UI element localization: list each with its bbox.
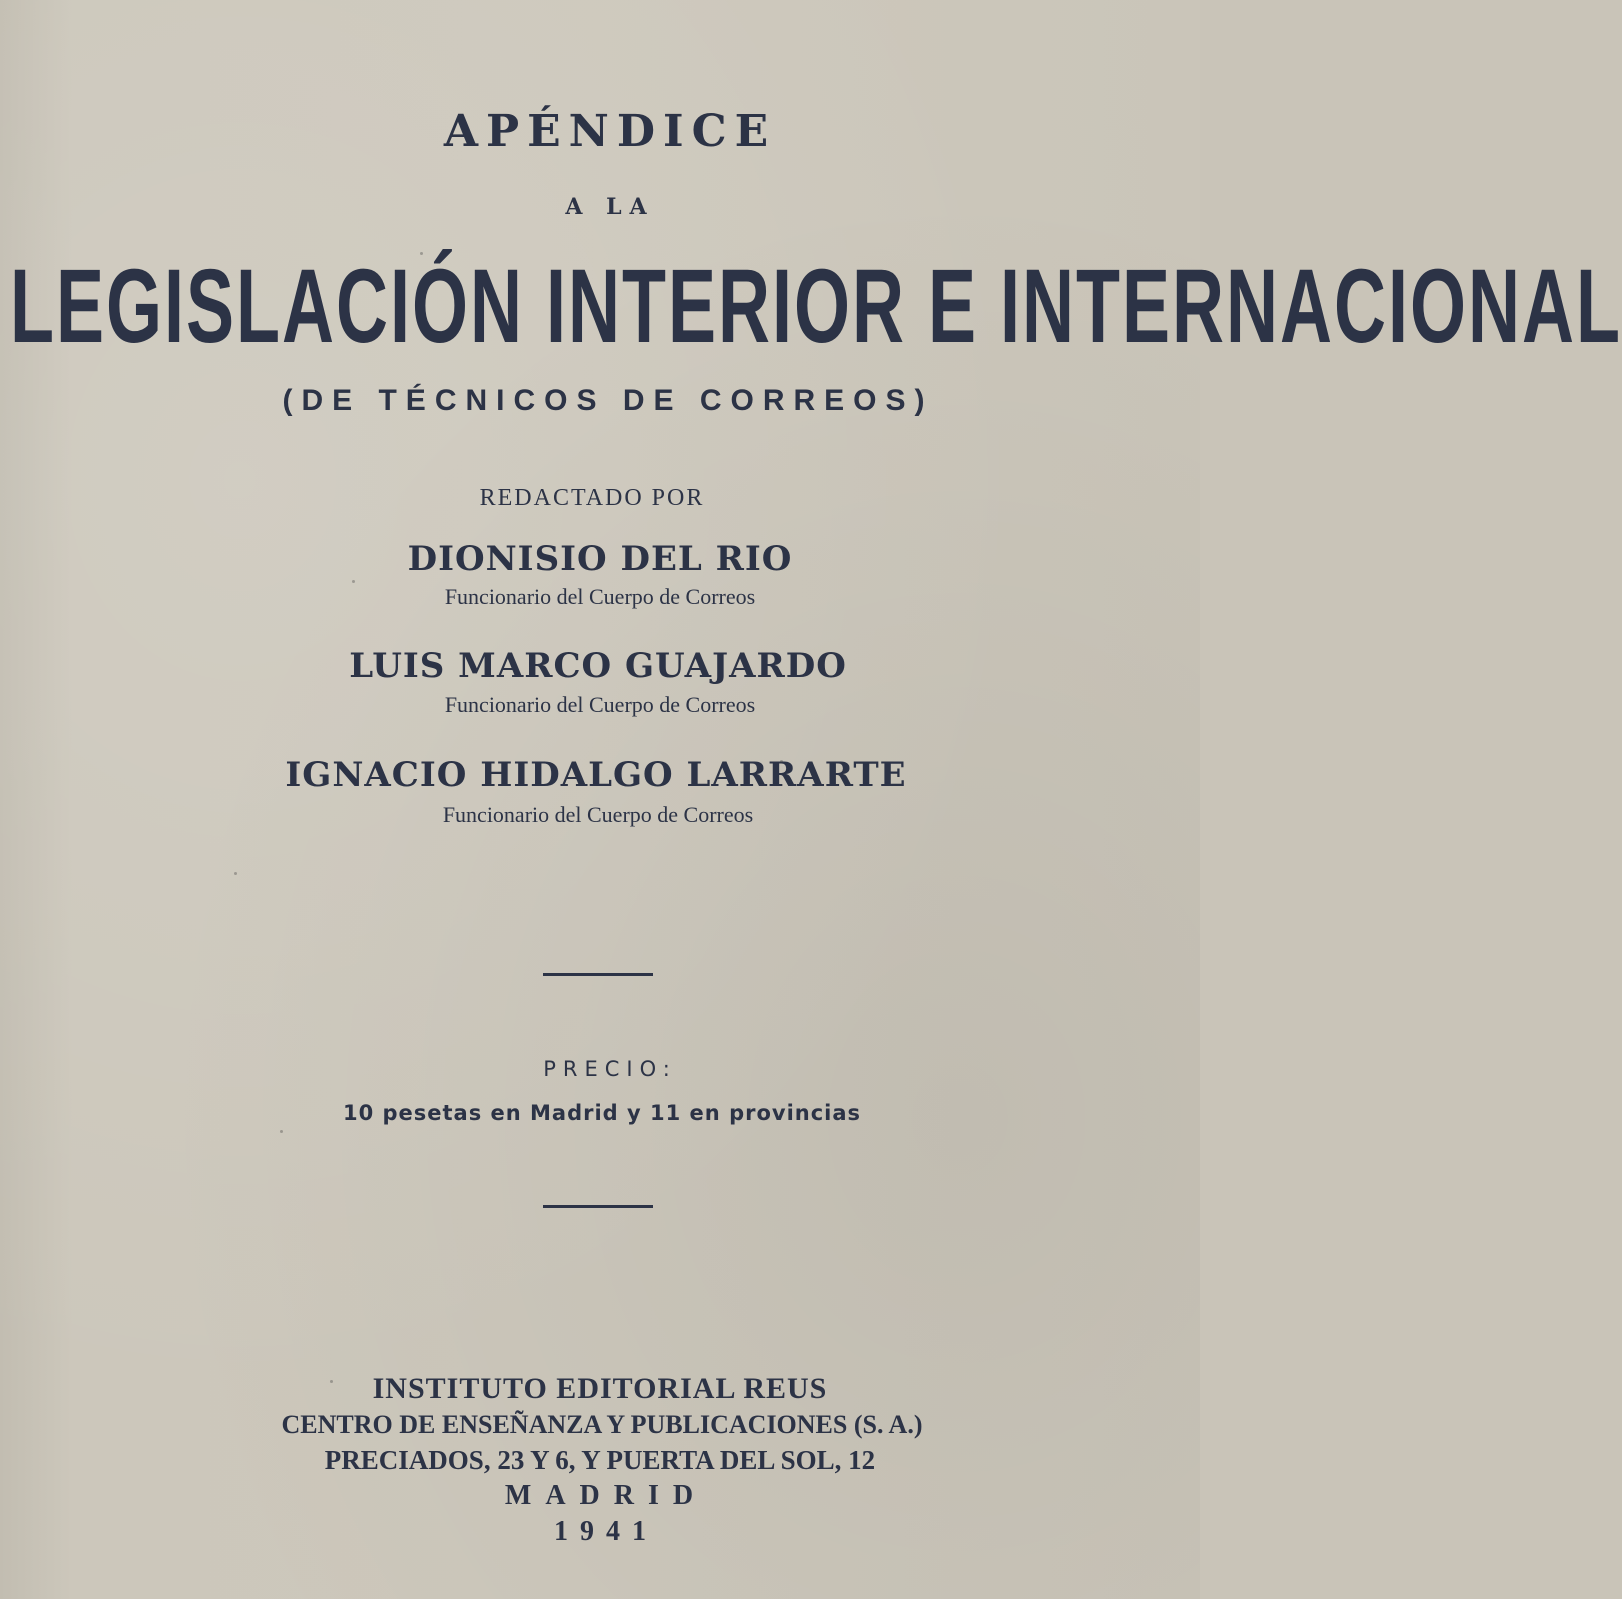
paper-speck — [780, 760, 783, 763]
publication-year: 1941 — [554, 1516, 658, 1547]
price-text: 10 pesetas en Madrid y 11 en provincias — [342, 1101, 862, 1125]
paper-speck — [280, 1130, 283, 1133]
heading: APÉNDICE — [443, 106, 777, 157]
divider-rule — [543, 1205, 653, 1208]
publisher-name: INSTITUTO EDITORIAL REUS — [372, 1372, 828, 1405]
paper-speck — [234, 872, 237, 875]
author-role: Funcionario del Cuerpo de Correos — [442, 802, 754, 827]
main-title: LEGISLACIÓN INTERIOR E INTERNACIONAL — [10, 249, 1622, 366]
author-role: Funcionario del Cuerpo de Correos — [444, 584, 756, 609]
publisher-city: MADRID — [504, 1480, 708, 1511]
paper-speck — [420, 252, 423, 255]
author-name: IGNACIO HIDALGO LARRARTE — [285, 755, 907, 795]
author-name: DIONISIO DEL RIO — [407, 539, 793, 579]
connector-text: A LA — [565, 194, 655, 220]
paper-speck — [352, 580, 355, 583]
paper-speck — [330, 1380, 333, 1383]
author-name: LUIS MARCO GUAJARDO — [349, 646, 847, 686]
publisher-address: PRECIADOS, 23 Y 6, Y PUERTA DEL SOL, 12 — [324, 1445, 876, 1475]
price-label: PRECIO: — [543, 1057, 677, 1081]
subtitle: (DE TÉCNICOS DE CORREOS) — [282, 384, 934, 417]
publisher-division: CENTRO DE ENSEÑANZA Y PUBLICACIONES (S. A.) — [281, 1410, 923, 1439]
divider-rule — [543, 973, 653, 976]
author-role: Funcionario del Cuerpo de Correos — [444, 692, 756, 717]
byline: REDACTADO POR — [479, 485, 705, 511]
main-title-container — [0, 249, 1622, 366]
